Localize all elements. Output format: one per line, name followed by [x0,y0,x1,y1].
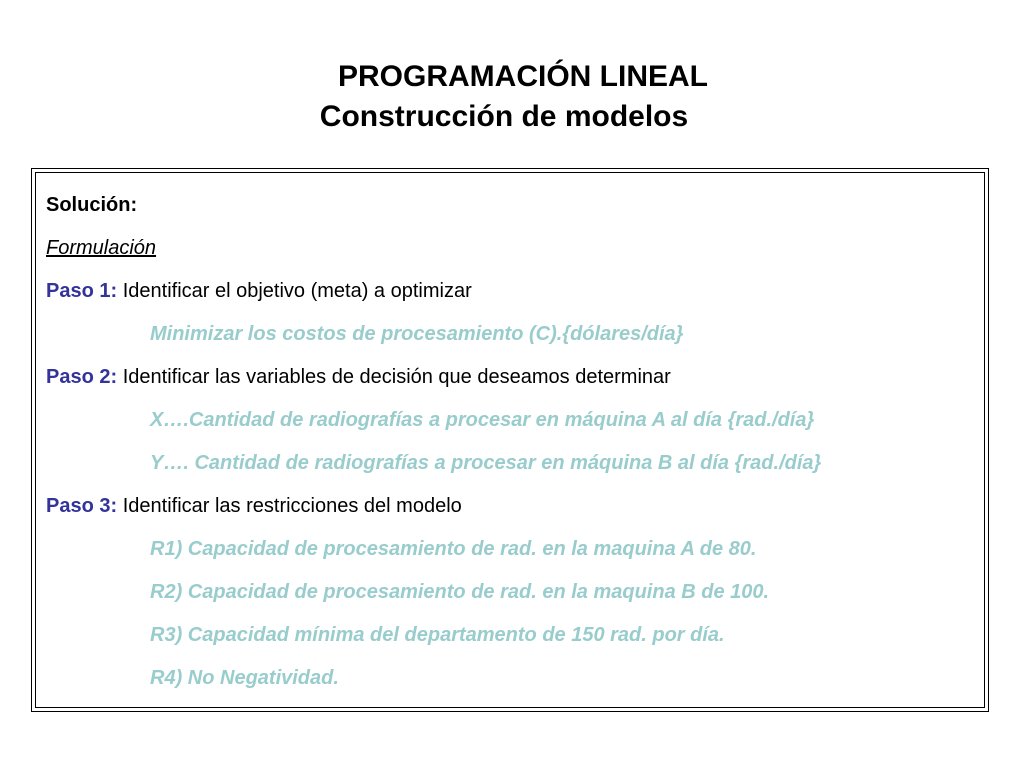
content-frame [31,168,989,712]
paso3-detail-r4: R4) No Negatividad. [150,667,339,689]
paso1-row [46,275,974,318]
paso3-row [46,490,974,533]
paso3-detail-r3: R3) Capacidad mínima del departamento de 150 rad. por día. [150,624,725,646]
paso3-text: Identificar las restricciones del modelo [117,495,462,517]
paso2-row [46,361,974,404]
content-body [46,189,974,705]
paso2-text: Identificar las variables de decisión que deseamos determinar [117,366,671,388]
paso1-detail: Minimizar los costos de procesamiento (C).{dólares/día} [150,323,684,345]
paso3-label: Paso 3: [46,495,118,517]
paso2-detail-x: X….Cantidad de radiografías a procesar en máquina A al día {rad./día} [150,409,815,431]
formulacion-heading: Formulación [46,237,157,259]
content-frame-inner [35,172,985,708]
solucion-heading: Solución: [46,194,138,216]
slide-title [0,57,1024,137]
title-main: PROGRAMACIÓN LINEAL [338,60,708,93]
paso2-label: Paso 2: [46,366,118,388]
paso3-detail-r1: R1) Capacidad de procesamiento de rad. en la maquina A de 80. [150,538,757,560]
paso3-detail-r2: R2) Capacidad de procesamiento de rad. en la maquina B de 100. [150,581,770,603]
paso1-text: Identificar el objetivo (meta) a optimizar [117,280,472,302]
formulacion-row [46,232,974,275]
paso1-label: Paso 1: [46,280,118,302]
paso2-detail-y: Y…. Cantidad de radiografías a procesar en máquina B al día {rad./día} [150,452,822,474]
title-subtitle: Construcción de modelos [319,100,689,133]
